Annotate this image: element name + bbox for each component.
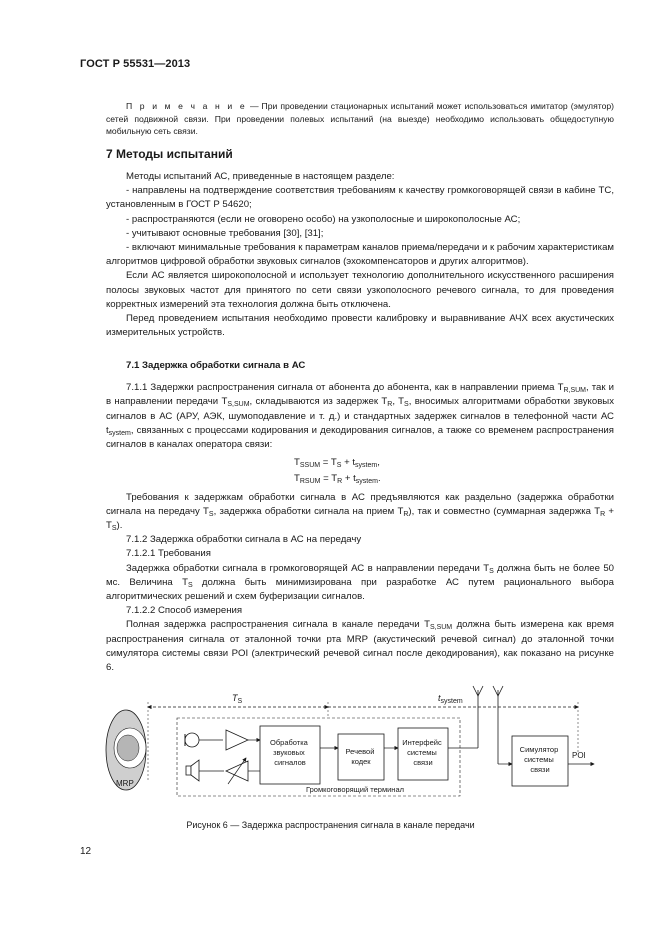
heading-712: 7.1.2 Задержка обработки сигнала в АС на передачу (126, 534, 362, 546)
figure-6-diagram (100, 682, 620, 812)
network-antenna-icon (493, 686, 503, 764)
ts-label: $T_S$ (232, 693, 243, 705)
note-label: П р и м е ч а н и е (126, 101, 247, 111)
bullet-item: - включают минимальные требования к параметрам каналов приема/передачи и к рабочим характеристикам алгоритмов цифровой обработки звуковых сигналов (эхокомпенсаторов и других алгоритмов). (106, 242, 614, 268)
requirements-paragraph: Требования к задержкам обработки сигнала в АС предъявляются как раздельно (задержка обработки сигнала на передачу $T_S$, задержка обработки сигнала на прием $T_R$), так и совместно (суммарная задержка $T_R + T_S$). (106, 491, 614, 533)
figure-caption: Рисунок 6 — Задержка распространения сигнала в канале передачи (186, 820, 475, 830)
simulator-block-label: Симулятор системы связи (519, 745, 559, 774)
requirements-712-paragraph: Задержка обработки сигнала в громкоговорящей АС в направлении передачи $T_S$ должна быть не более 50 мс. Величина $T_S$ должна быть минимизирована при разработке АС путем рационального выбора алгоритмических решений и схем буферизации сигналов. (106, 562, 614, 603)
formula-trsum: $T_{RSUM} = T_R + t_{system}$. (294, 473, 381, 486)
head-icon (106, 710, 146, 790)
codec-block-label: Речевой кодек (345, 747, 375, 766)
poi-label: POI (572, 751, 586, 760)
terminal-antenna-icon (473, 686, 483, 748)
wideband-paragraph: Если АС является широкополосной и использует технологию дополнительного искусственного расширения полосы звуковых частот для принятого по сети связи узкополосного речевого сигнала, то для проведения корректных измерений эта технология должна быть отключена. (106, 270, 614, 310)
mrp-label: MRP (116, 779, 134, 788)
bullet-item: - учитывают основные требования [30], [31]; (126, 227, 324, 239)
note-block (106, 100, 614, 138)
heading-7122: 7.1.2.2 Способ измерения (126, 605, 243, 617)
interface-block-label: Интерфейс системы связи (402, 738, 442, 767)
processing-block-label: Обработка звуковых сигналов (270, 738, 308, 767)
microphone-icon (185, 733, 199, 747)
note-paragraph (106, 100, 614, 138)
measurement-paragraph: Полная задержка распространения сигнала в канале передачи $T_{S,SUM}$ должна быть измерена как время распространения сигнала от эталонной точки рта MRP (акустический речевой сигнал) до эталонной точки симулятора системы связи POI (электрический речевой сигнал после декодирования), как показано на рисунке 6. (106, 619, 615, 674)
bullet-item: - направлены на подтверждение соответствия требованиям к качеству громкоговорящей связи в кабине ТС, установленным в ГОСТ Р 54620; (106, 185, 614, 211)
paragraph-711: 7.1.1 Задержки распространения сигнала от абонента до абонента, как в направлении приема $T_{R,SUM}$, так и в направлении передачи $T_{S,SUM}$, складываются из задержек $T_R$, $T_S$, вносимых алгоритмами обработки звуковых сигналов в АС (АРУ, АЭК, шумоподавление и т. д.) и стандартных задержек сигналов в телефонной части АС $t_{system}$, связанных с процессами кодирования и декодирования сигналов, а также со временем распространения сигналов в каналах оператора связи: (106, 382, 614, 451)
page-number: 12 (80, 846, 92, 857)
document-header: ГОСТ Р 55531—2013 (80, 58, 191, 70)
note-text: — При проведении стационарных испытаний может использоваться имитатор (эмулятор) сетей подвижной связи. При проведении полевых испытаний (на выезде) необходимо использовать общедоступную мобильную сеть связи. (106, 101, 614, 137)
bullet-item: - распространяются (если не оговорено особо) на узкополосные и широкополосные АС; (126, 213, 521, 225)
section-7-intro: Методы испытаний АС, приведенные в настоящем разделе: (126, 171, 395, 182)
section-71-title: 7.1 Задержка обработки сигнала в АС (126, 360, 306, 371)
section-7-body (106, 170, 614, 340)
tsystem-label: $t_{system}$ (438, 693, 463, 705)
calibration-paragraph: Перед проведением испытания необходимо провести калибровку и выравнивание АЧХ всех акустических измерительных устройств. (106, 313, 614, 339)
formula-tssum: $T_{SSUM} = T_S + t_{system}$, (294, 457, 380, 470)
mic-amplifier (226, 730, 248, 750)
loudspeaker-icon (186, 760, 199, 781)
section-7-title: 7 Методы испытаний (106, 147, 233, 161)
heading-7121: 7.1.2.1 Требования (126, 548, 211, 560)
section-71-body (106, 359, 614, 675)
terminal-label: Громкоговорящий терминал (306, 785, 404, 794)
